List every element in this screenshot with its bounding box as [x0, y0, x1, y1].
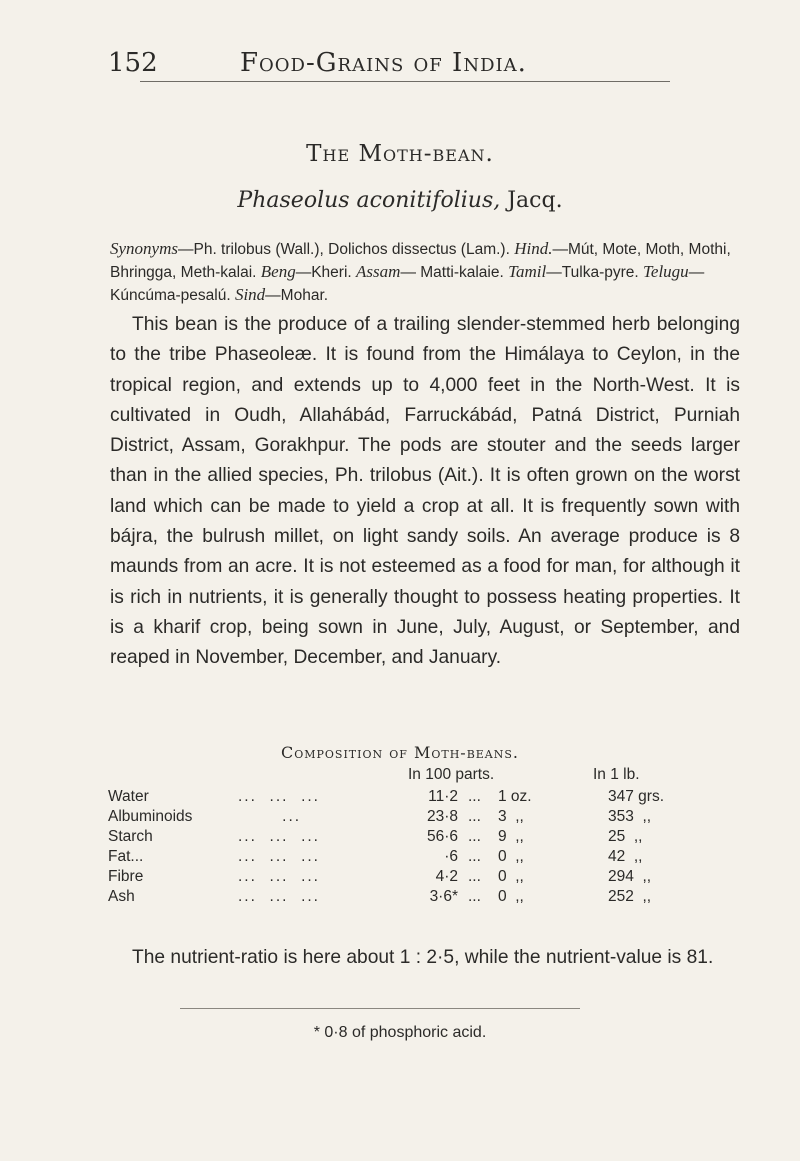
leader-dots: ... ... ... — [238, 888, 320, 905]
parts-value: 11·2 — [428, 788, 458, 805]
ounces-value: 9 ,, — [498, 828, 524, 845]
table-row — [108, 868, 748, 888]
leader-dots: ... ... ... — [238, 828, 320, 845]
footnote-rule — [180, 1008, 580, 1009]
table-row — [108, 848, 748, 868]
ounces-value: 0 ,, — [498, 868, 524, 885]
page-number: 152 — [108, 48, 158, 78]
leader-dots: ... — [238, 808, 302, 825]
table-row — [108, 888, 748, 908]
composition-title: Composition of Moth-beans. — [280, 743, 519, 762]
synonyms-beng: —Kheri. — [295, 264, 352, 281]
leader-dots: ... — [468, 828, 481, 845]
nutrient-name: Fibre — [108, 868, 144, 885]
synonyms-tamil: —Tulka-pyre. — [546, 264, 639, 281]
composition-header — [108, 766, 748, 788]
nutrient-name: Water — [108, 788, 149, 805]
grains-value: 353 ,, — [608, 808, 652, 825]
parts-value: 56·6 — [426, 828, 458, 845]
ounces-value: 0 ,, — [498, 888, 524, 905]
synonyms-ph: —Ph. trilobus (Wall.), Dolichos dissectus (Lam.). — [177, 241, 510, 258]
table-row — [108, 808, 748, 828]
footnote: * 0·8 of phosphoric acid. — [313, 1024, 487, 1041]
species-name — [0, 188, 800, 213]
composition-rows — [108, 788, 748, 908]
synonyms-hind-label: Hind. — [514, 239, 553, 258]
grains-value: 347 grs. — [608, 788, 665, 805]
ounces-value: 1 oz. — [498, 788, 532, 805]
grains-value: 294 ,, — [608, 868, 652, 885]
table-row — [108, 788, 748, 808]
running-head — [108, 48, 670, 84]
composition-table — [108, 766, 748, 908]
leader-dots: ... — [468, 808, 481, 825]
synonyms-block — [110, 238, 740, 307]
synonyms-beng-label: Beng — [260, 262, 296, 281]
nutrient-name: Fat... — [108, 848, 144, 865]
leader-dots: ... ... ... — [238, 848, 320, 865]
species-author: Jacq. — [507, 188, 563, 213]
parts-value: 23·8 — [426, 808, 458, 825]
synonyms-sind-label: Sind — [234, 285, 266, 304]
grains-value: 42 ,, — [608, 848, 643, 865]
col-header-parts: In 100 parts. — [408, 766, 495, 783]
col-header-lb: In 1 lb. — [593, 766, 640, 783]
synonyms-assam-label: Assam — [356, 262, 401, 281]
header-rule — [140, 81, 670, 82]
parts-value: ·6 — [444, 848, 458, 865]
synonyms-assam: — Matti-kalaie. — [400, 264, 504, 281]
ounces-value: 0 ,, — [498, 848, 524, 865]
leader-dots: ... — [468, 888, 481, 905]
running-title: Food-Grains of India. — [240, 48, 527, 78]
synonyms-sind: —Mohar. — [265, 287, 329, 304]
synonyms-telugu-label: Telugu — [643, 262, 689, 281]
table-row — [108, 828, 748, 848]
leader-dots: ... — [468, 848, 481, 865]
synonyms-label: Synonyms — [110, 239, 178, 258]
leader-dots: ... ... ... — [238, 788, 320, 805]
description-paragraph: This bean is the produce of a trailing slender-stemmed herb belonging to the tribe Phaseoleæ. It is found from the Himálaya to Ceylon, in the tropical region, and extends up to 4,000 feet in the North-West. It is cultivated in Oudh, Allahábád, Farruckábád, Patná District, Purniah District, Assam, Gorakhpur. The pods are stouter and the seeds larger than in the allied species, Ph. trilobus (Ait.). It is often grown on the worst land which can be made to yield a crop at all. It is frequently sown with bájra, the bulrush millet, on light sandy soils. An average produce is 8 maunds from an acre. It is not esteemed as a food for man, for although it is rich in nutrients, it is generally thought to possess heating properties. It is a kharif crop, being sown in June, July, August, or September, and reaped in November, December, and January. — [110, 314, 740, 669]
synonyms-tamil-label: Tamil — [508, 262, 547, 281]
parts-value: 3·6* — [429, 888, 458, 905]
species-binomial: Phaseolus aconitifolius, — [237, 188, 501, 213]
synonyms-hind: —Mút, Mote, Moth, Mothi, Bhringga, Meth-kalai. — [110, 241, 731, 281]
parts-value: 4·2 — [435, 868, 458, 885]
grains-value: 252 ,, — [608, 888, 652, 905]
nutrient-ratio-text: The nutrient-ratio is here about 1 : 2·5, while the nutrient-value is 81. — [132, 947, 714, 968]
leader-dots: ... — [468, 868, 481, 885]
leader-dots: ... — [468, 788, 481, 805]
leader-dots: ... ... ... — [238, 868, 320, 885]
nutrient-name: Starch — [108, 828, 153, 845]
section-title: The Moth-bean. — [306, 141, 494, 167]
synonyms-telugu: —Kúncúma-pesalú. — [110, 264, 705, 304]
nutrient-name: Albuminoids — [108, 808, 193, 825]
ounces-value: 3 ,, — [498, 808, 524, 825]
nutrient-name: Ash — [108, 888, 135, 905]
grains-value: 25 ,, — [608, 828, 643, 845]
